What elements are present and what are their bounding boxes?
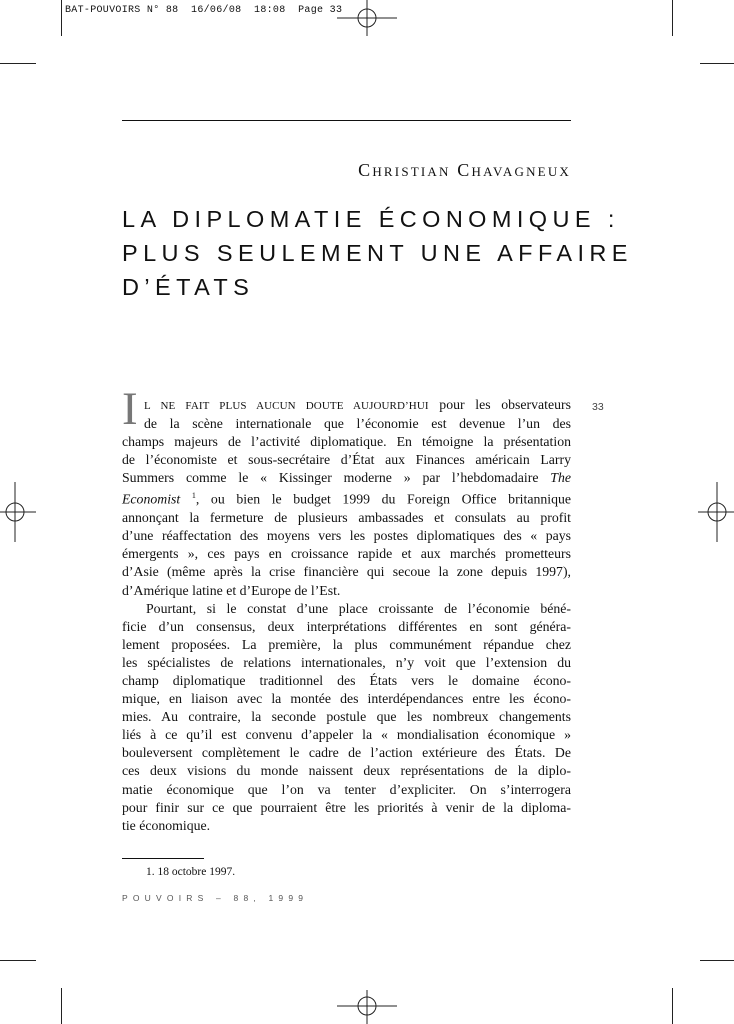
footnote-ref: 1 — [191, 491, 196, 501]
text-line: ces deux visions du monde naissent deux représentations de la diplo- — [122, 763, 571, 779]
italic-the: The — [550, 470, 571, 486]
text-line: pour finir sur ce que pourraient être les priorités à venir de la diploma- — [122, 799, 571, 815]
text-line: champs majeurs de l’activité diplomatique. En témoigne la présentation — [122, 434, 571, 450]
text-line: bouleversent complètement le cadre de l’action extérieure des États. De — [122, 745, 571, 761]
text-line: d’une réaffectation des moyens vers les postes diplomatiques des « pays — [122, 528, 571, 544]
text-line: ficie d’un consensus, deux interprétations différentes en sont généra- — [122, 618, 571, 634]
registration-mark-bottom-icon — [337, 990, 397, 1024]
text-line: émergents », ces pays en croissance rapide et aux marchés prometteurs — [122, 546, 571, 562]
crop-mark-bottom-right-v — [672, 988, 673, 1024]
crop-mark-bottom-right-h — [700, 960, 734, 961]
text-line: Pourtant, si le constat d’une place croissante de l’économie béné- — [146, 600, 571, 616]
title-line: LA DIPLOMATIE ÉCONOMIQUE : — [122, 206, 620, 232]
crop-mark-bottom-left-h — [0, 960, 36, 961]
text-line: Summers comme le « Kissinger moderne » par l’hebdomadaire The — [122, 470, 571, 486]
crop-mark-top-right-h — [700, 63, 734, 64]
text-line: L NE FAIT PLUS AUCUN DOUTE AUJOURD’HUI pour les observateurs — [144, 397, 571, 412]
lead-small-caps: L NE FAIT PLUS AUCUN DOUTE AUJOURD’HUI — [144, 400, 429, 412]
text-line: champ diplomatique traditionnel des États vers le domaine écono- — [122, 673, 571, 688]
title-line: PLUS SEULEMENT UNE AFFAIRE — [122, 240, 633, 266]
footnote: 1. 18 octobre 1997. — [146, 866, 236, 878]
text-line: d’Amérique latine et d’Europe de l’Est. — [122, 582, 341, 598]
text-line: Economist $^1$, ou bien le budget 1999 du Foreign Office britannique — [122, 491, 572, 508]
text-line: lement proposées. La première, la plus communément répandue chez — [122, 636, 571, 652]
journal-footer: POUVOIRS – 88, 1999 — [122, 893, 309, 903]
registration-mark-right-icon — [698, 482, 734, 542]
article-body — [122, 383, 572, 835]
italic-economist: Economist — [122, 492, 181, 508]
author-name: Christian Chavagneux — [358, 160, 571, 180]
text-line: annonçant la fermeture de plusieurs ambassades et consulats au profit — [122, 510, 571, 526]
text-line: les spécialistes de relations internationales, n’y voit que l’extension du — [122, 654, 571, 670]
text-line: tie économique. — [122, 817, 211, 833]
text-line: liés à ce qu’il est convenu d’appeler la « mondialisation économique » — [122, 727, 571, 743]
crop-mark-bottom-left-v — [61, 988, 62, 1024]
text-line: de la scène internationale que l’économie est devenue l’un des — [144, 416, 571, 432]
text-line: d’Asie (même après la crise financière qui secoue la zone depuis 1997), — [122, 564, 571, 580]
crop-mark-top-left-v — [61, 0, 62, 36]
title-line: D’ÉTATS — [122, 274, 255, 300]
text-line: matie économique que l’on va tenter d’expliciter. On s’interrogera — [122, 781, 571, 797]
text-line: mique, en liaison avec la montée des interdépendances entre les écono- — [122, 691, 571, 707]
footnote-rule — [122, 858, 204, 859]
article-title — [122, 202, 633, 304]
text-line: de l’économiste et sous-secrétaire d’État aux Finances américain Larry — [122, 452, 571, 468]
print-slug: BAT-POUVOIRS N° 88 16/06/08 18:08 Page 33 — [65, 5, 343, 16]
drop-cap: I — [122, 383, 138, 435]
page-number: 33 — [592, 401, 604, 413]
registration-mark-top-icon — [337, 0, 397, 36]
crop-mark-top-left-h — [0, 63, 36, 64]
registration-mark-left-icon — [0, 482, 36, 542]
crop-mark-top-right-v — [672, 0, 673, 36]
text-line: mies. Au contraire, la seconde postule que les nombreux changements — [122, 709, 571, 725]
header-rule — [122, 120, 571, 121]
